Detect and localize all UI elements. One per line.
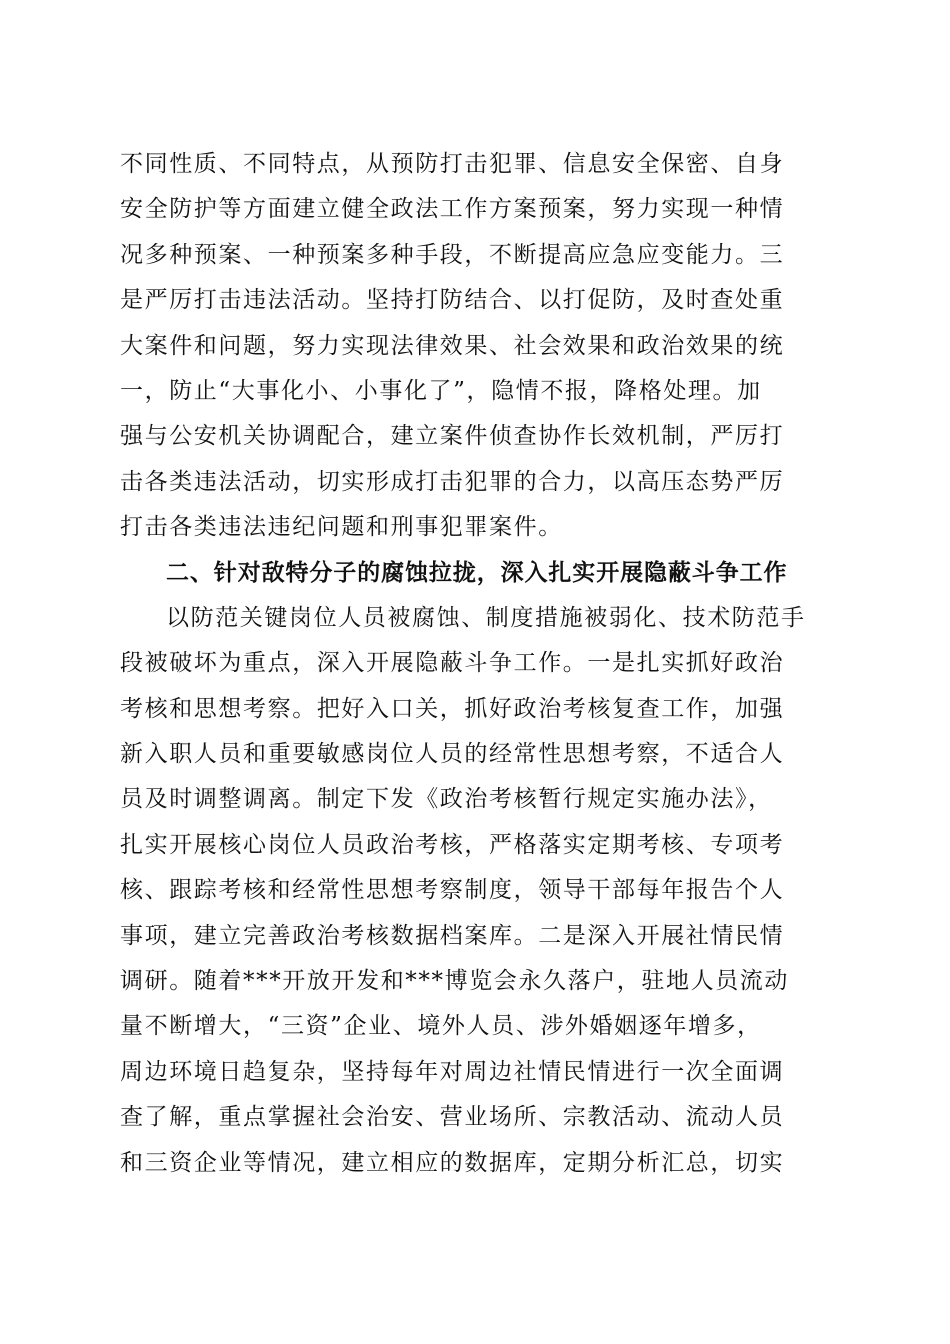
text-line: 核、跟踪考核和经常性思想考察制度，领导干部每年报告个人 [120,877,785,904]
text-line: 强与公安机关协调配合，建立案件侦查协作长效机制，严厉打 [120,423,785,450]
text-line: 扎实开展核心岗位人员政治考核，严格落实定期考核、专项考 [120,831,785,858]
text-line: 段被破坏为重点，深入开展隐蔽斗争工作。一是扎实抓好政治 [120,650,785,677]
text-line: 量不断增大，“三资”企业、境外人员、涉外婚姻逐年增多， [120,1013,762,1040]
document-body [120,142,824,1186]
text-line: 况多种预案、一种预案多种手段，不断提高应急应变能力。三 [120,241,785,268]
text-line: 大案件和问题，努力实现法律效果、社会效果和政治效果的统 [120,332,785,359]
text-line: 调研。随着***开放开发和***博览会永久落户，驻地人员流动 [120,968,789,995]
text-line: 一，防止“大事化小、小事化了”，隐情不报，降格处理。加 [120,377,762,404]
paragraph [120,596,824,1186]
section-heading: 二、针对敌特分子的腐蚀拉拢，深入扎实开展隐蔽斗争工作 [166,559,788,586]
text-line: 周边环境日趋复杂，坚持每年对周边社情民情进行一次全面调 [120,1058,785,1085]
text-line: 和三资企业等情况，建立相应的数据库，定期分析汇总，切实 [120,1149,785,1176]
text-line: 打击各类违法违纪问题和刑事犯罪案件。 [120,514,563,541]
text-line: 事项，建立完善政治考核数据档案库。二是深入开展社情民情 [120,922,785,949]
text-line: 员及时调整调离。制定下发《政治考核暂行规定实施办法》， [120,786,773,813]
text-line: 以防范关键岗位人员被腐蚀、制度措施被弱化、技术防范手 [166,604,806,631]
text-line: 不同性质、不同特点，从预防打击犯罪、信息安全保密、自身 [120,151,785,177]
text-line: 是严厉打击违法活动。坚持打防结合、以打促防，及时查处重 [120,287,785,314]
text-line: 考核和思想考察。把好入口关，抓好政治考核复查工作，加强 [120,695,785,722]
text-line: 查了解，重点掌握社会治安、营业场所、宗教活动、流动人员 [120,1104,785,1131]
paragraph-continued [120,142,824,551]
text-line: 新入职人员和重要敏感岗位人员的经常性思想考察，不适合人 [120,741,785,768]
text-line: 安全防护等方面建立健全政法工作方案预案，努力实现一种情 [120,196,785,223]
text-line: 击各类违法活动，切实形成打击犯罪的合力，以高压态势严厉 [120,468,785,495]
